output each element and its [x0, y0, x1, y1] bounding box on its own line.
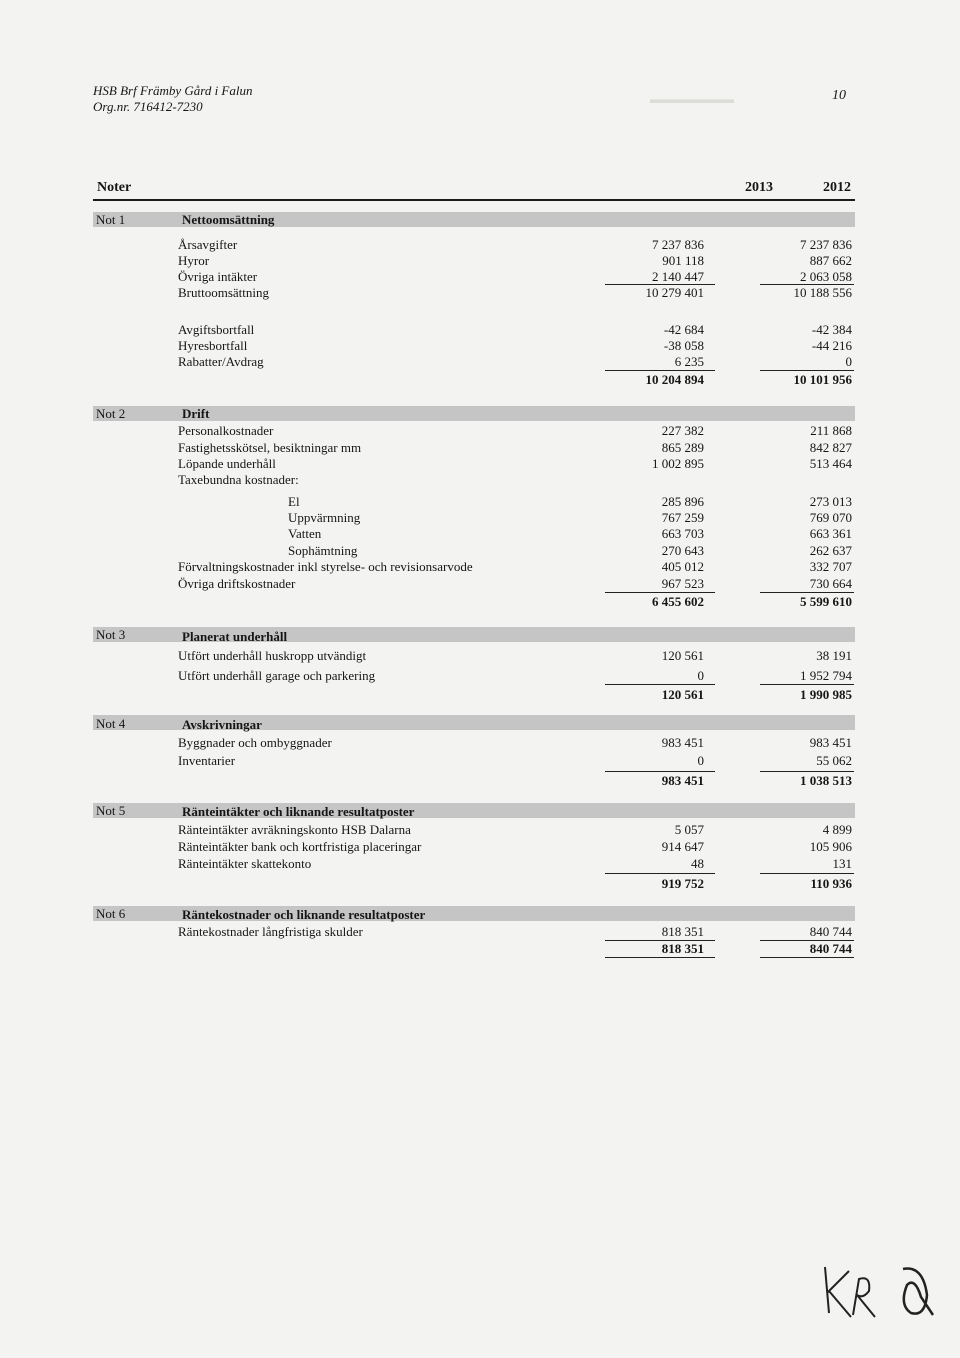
table-row: Utfört underhåll garage och parkering 0 1 952 794	[178, 668, 852, 683]
sum-rule	[760, 873, 854, 874]
header-rule	[93, 199, 855, 201]
sum-rule	[760, 592, 854, 593]
sum-rule	[605, 370, 715, 371]
table-row: Ränteintäkter skattekonto 48 131	[178, 856, 852, 871]
sum-rule	[605, 873, 715, 874]
table-row: Hyresbortfall -38 058 -44 216	[178, 338, 852, 353]
organization-name: HSB Brf Främby Gård i Falun	[93, 83, 253, 98]
total-row: 983 451 1 038 513	[661, 773, 852, 788]
note-4-title: Avskrivningar	[182, 717, 262, 732]
table-row: Ränteintäkter bank och kortfristiga placeringar 914 647 105 906	[178, 839, 852, 854]
table-row: El 285 896 273 013	[288, 494, 852, 509]
table-row: Avgiftsbortfall -42 684 -42 384	[178, 322, 852, 337]
table-row: Rabatter/Avdrag 6 235 0	[178, 354, 852, 369]
notes-title: Noter	[97, 180, 132, 195]
table-row: Uppvärmning 767 259 769 070	[288, 510, 852, 525]
table-row: Personalkostnader 227 382 211 868	[178, 423, 852, 438]
handwritten-signature	[815, 1255, 945, 1325]
year-2012-header: 2012	[823, 180, 851, 195]
note-2-label: Not 2	[96, 406, 126, 421]
note-6-title: Räntekostnader och liknande resultatposter	[182, 907, 426, 922]
note-3-title: Planerat underhåll	[182, 629, 288, 644]
table-row: Utfört underhåll huskropp utvändigt 120 561 38 191	[178, 648, 852, 663]
table-row: Byggnader och ombyggnader 983 451 983 451	[178, 735, 852, 750]
table-row: Sophämtning 270 643 262 637	[288, 543, 852, 558]
sum-rule	[760, 771, 854, 772]
table-row: Årsavgifter 7 237 836 7 237 836	[178, 237, 852, 252]
table-row: Löpande underhåll 1 002 895 513 464	[178, 456, 852, 471]
table-row: Fastighetsskötsel, besiktningar mm 865 289 842 827	[178, 440, 852, 455]
sum-rule	[605, 684, 715, 685]
sum-rule	[760, 684, 854, 685]
total-row: 818 351 840 744	[661, 941, 852, 956]
table-row: Övriga intäkter 2 140 447 2 063 058	[178, 269, 852, 284]
table-row: Inventarier 0 55 062	[178, 753, 852, 768]
table-row: Övriga driftskostnader 967 523 730 664	[178, 576, 852, 591]
page-number: 10	[832, 88, 846, 103]
table-row: Hyror 901 118 887 662	[178, 253, 852, 268]
table-row: Vatten 663 703 663 361	[288, 526, 852, 541]
total-row: 120 561 1 990 985	[661, 687, 852, 702]
total-row: 919 752 110 936	[661, 876, 852, 891]
total-row: 6 455 602 5 599 610	[652, 594, 852, 609]
table-row: Förvaltningskostnader inkl styrelse- och revisionsarvode 405 012 332 707	[178, 559, 852, 574]
year-2013-header: 2013	[745, 180, 773, 195]
note-1-title: Nettoomsättning	[182, 212, 275, 227]
sum-rule	[605, 592, 715, 593]
double-underline	[760, 957, 854, 958]
table-row: Bruttoomsättning 10 279 401 10 188 556	[178, 285, 852, 300]
document-header	[93, 83, 252, 115]
sum-rule	[760, 370, 854, 371]
table-row: Taxebundna kostnader:	[178, 472, 299, 487]
sum-rule	[605, 771, 715, 772]
note-2-title: Drift	[182, 406, 210, 421]
bleed-through-text: ▬▬▬▬▬▬▬	[650, 92, 734, 106]
organization-number: Org.nr. 716412-7230	[93, 99, 203, 114]
total-row: 10 204 894 10 101 956	[645, 372, 852, 387]
notes-heading-row	[93, 180, 855, 200]
note-5-title: Ränteintäkter och liknande resultatposter	[182, 804, 415, 819]
note-1-label: Not 1	[96, 212, 126, 227]
table-row: Räntekostnader långfristiga skulder 818 351 840 744	[178, 924, 852, 939]
note-5-label: Not 5	[96, 803, 126, 818]
note-6-label: Not 6	[96, 906, 126, 921]
table-row: Ränteintäkter avräkningskonto HSB Dalarna 5 057 4 899	[178, 822, 852, 837]
note-3-label: Not 3	[96, 627, 126, 642]
double-underline	[605, 957, 715, 958]
note-4-label: Not 4	[96, 716, 126, 731]
